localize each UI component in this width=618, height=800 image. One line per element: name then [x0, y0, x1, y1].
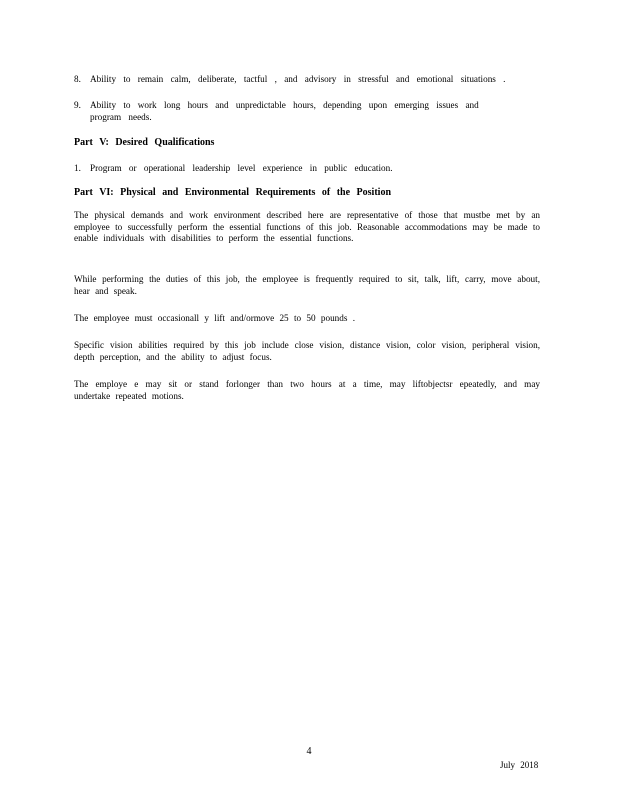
- list-item-continuation: program needs.: [90, 111, 152, 122]
- list-item-text: Ability to work long hours and unpredictable hours, depending upon emerging issues and: [90, 100, 479, 110]
- list-item-9: [74, 100, 540, 123]
- list-item-8: [74, 74, 540, 86]
- page-number: 4: [306, 746, 312, 757]
- sitting-paragraph: The employe e may sit or stand forlonger than two hours at a time, may liftobjectsr epeatedly, and may undertake repeated motions.: [74, 379, 540, 401]
- list-item-number: 9.: [74, 100, 81, 110]
- physical-demands-paragraph: The physical demands and work environment described here are representative of those that mustbe met by an employee to successfully perform the essential functions of this job. Reasonable accommodations may be made to enable individuals with disabilities to perform the essential functions.: [74, 210, 540, 243]
- part-v-heading: Part V: Desired Qualifications: [74, 137, 215, 148]
- list-item-number: 1.: [74, 163, 81, 173]
- list-item-text: Ability to remain calm, deliberate, tactful , and advisory in stressful and emotional situations .: [90, 74, 506, 84]
- duties-paragraph: While performing the duties of this job, the employee is frequently required to sit, talk, lift, carry, move about, hear and speak.: [74, 274, 540, 296]
- list-item-number: 8.: [74, 74, 81, 84]
- qualification-item-1: [74, 163, 540, 175]
- part-vi-heading: Part VI: Physical and Environmental Requirements of the Position: [74, 187, 392, 198]
- vision-paragraph: Specific vision abilities required by this job include close vision, distance vision, color vision, peripheral vision, depth perception, and the ability to adjust focus.: [74, 340, 540, 362]
- footer-date: July 2018: [500, 760, 539, 770]
- lifting-paragraph: The employee must occasionall y lift and/ormove 25 to 50 pounds .: [74, 313, 356, 323]
- list-item-text: Program or operational leadership level experience in public education.: [90, 163, 393, 173]
